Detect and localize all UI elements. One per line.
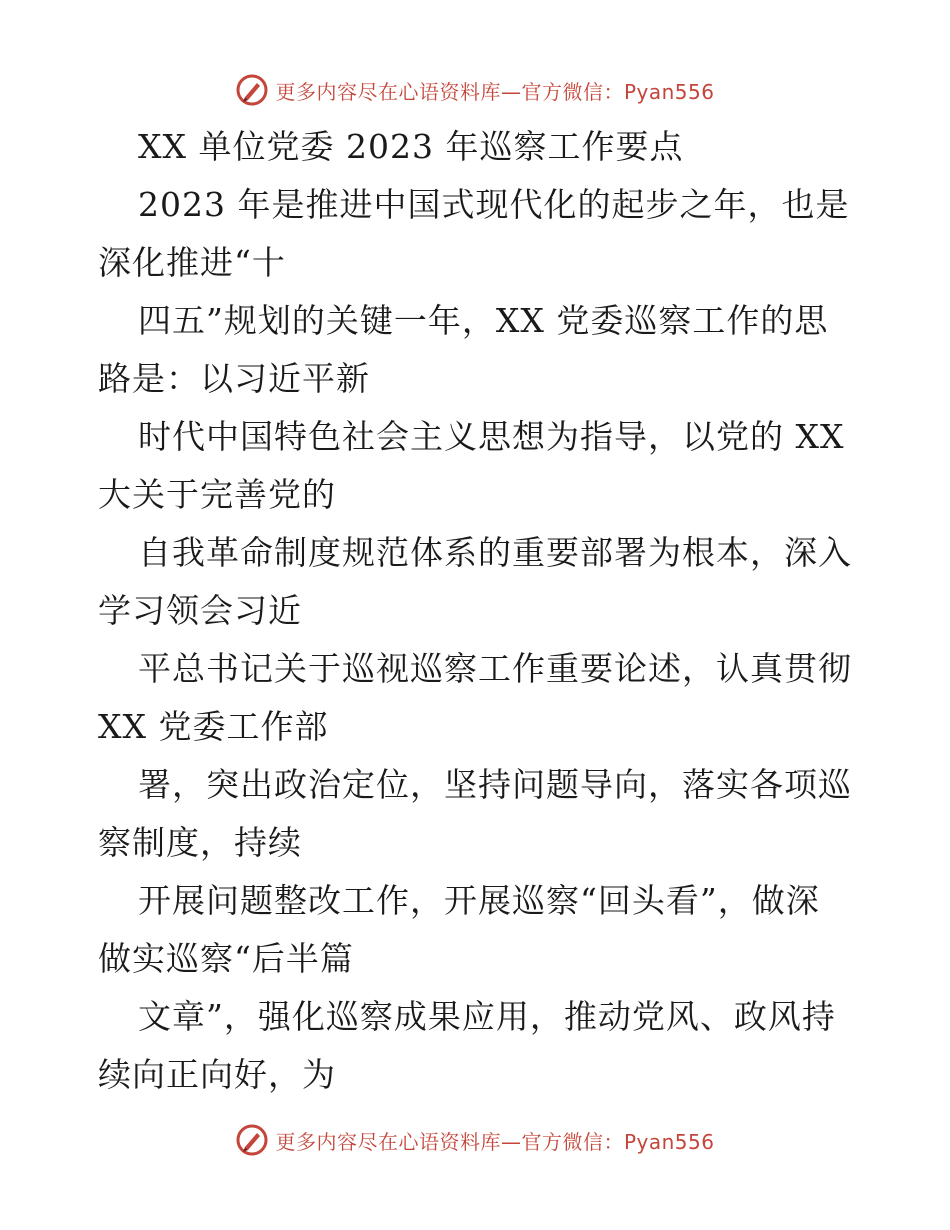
text-line: 文章”，强化巡察成果应用，推动党风、政风持 bbox=[138, 997, 836, 1036]
text-line: 做实巡察“后半篇 bbox=[98, 939, 354, 978]
text-line: 察制度，持续 bbox=[98, 823, 302, 862]
text-line: 大关于完善党的 bbox=[98, 475, 336, 514]
watermark-header bbox=[0, 70, 950, 110]
text-line: 路是：以习近平新 bbox=[98, 359, 370, 398]
text-line: 续向正向好，为 bbox=[98, 1055, 336, 1094]
text-line: 开展问题整改工作，开展巡察“回头看”，做深 bbox=[138, 881, 820, 920]
text-line: 署，突出政治定位，坚持问题导向，落实各项巡 bbox=[138, 765, 852, 804]
text-line: 自我革命制度规范体系的重要部署为根本，深入 bbox=[138, 533, 852, 572]
text-line: 平总书记关于巡视巡察工作重要论述，认真贯彻 bbox=[138, 649, 852, 688]
text-line: XX 党委工作部 bbox=[98, 707, 329, 746]
text-line: 2023 年是推进中国式现代化的起步之年，也是 bbox=[138, 185, 850, 224]
watermark-text: 更多内容尽在心语资料库—官方微信：Pyan556 bbox=[275, 1129, 715, 1154]
pen-logo-icon bbox=[235, 73, 269, 107]
document-title: XX 单位党委 2023 年巡察工作要点 bbox=[138, 127, 684, 166]
text-line: 深化推进“十 bbox=[98, 243, 286, 282]
text-line: 四五”规划的关键一年，XX 党委巡察工作的思 bbox=[138, 301, 829, 340]
text-line: 时代中国特色社会主义思想为指导，以党的 XX bbox=[138, 417, 845, 456]
watermark-text: 更多内容尽在心语资料库—官方微信：Pyan556 bbox=[275, 79, 715, 104]
watermark-footer bbox=[0, 1120, 950, 1160]
text-line: 学习领会习近 bbox=[98, 591, 302, 630]
pen-logo-icon bbox=[235, 1123, 269, 1157]
